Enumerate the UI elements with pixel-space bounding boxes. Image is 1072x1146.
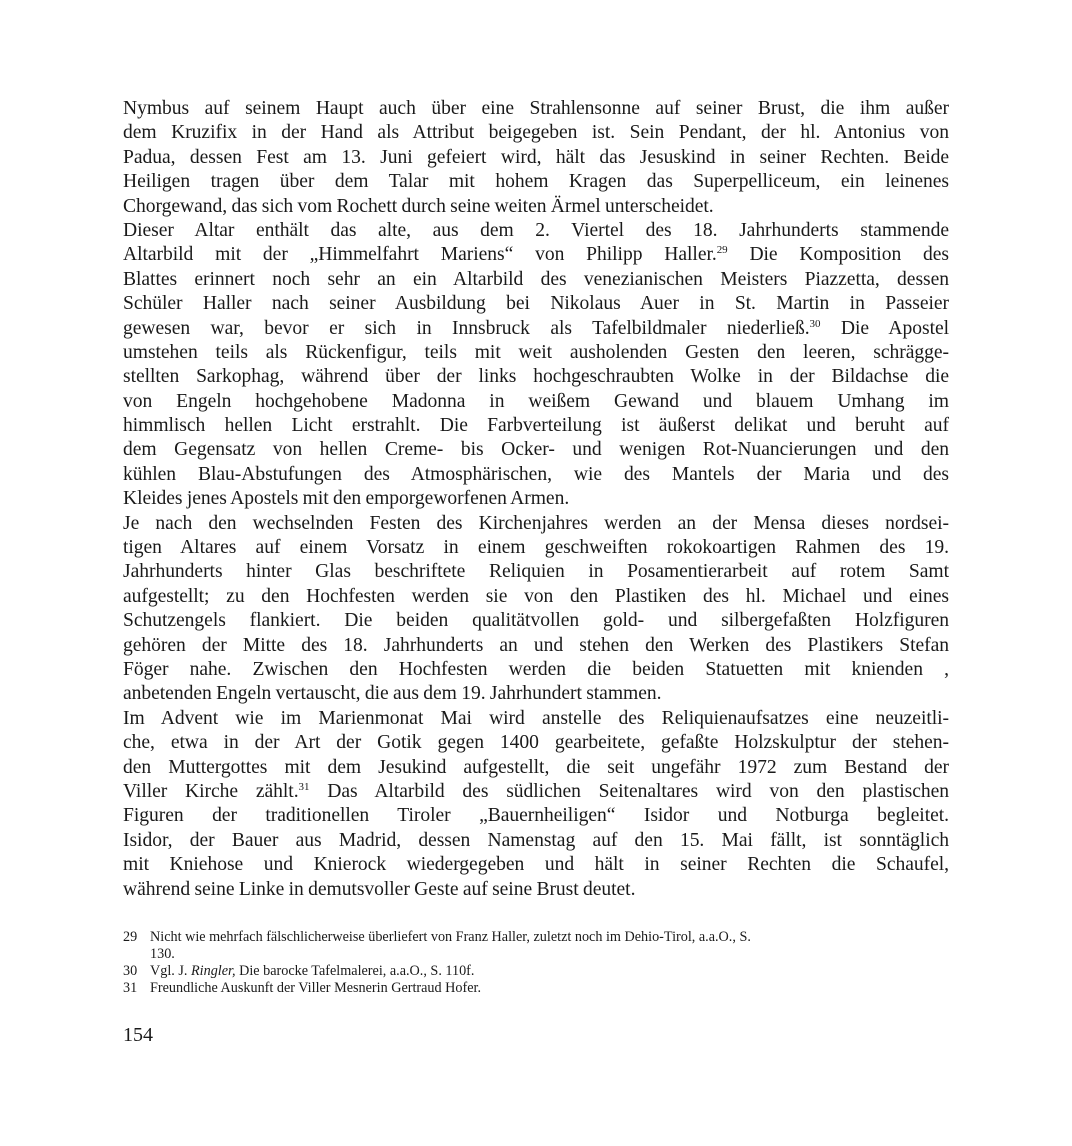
text-line: mit Kniehose und Knierock wiedergegeben und hält in seiner Rechten die Schaufel, xyxy=(123,854,949,876)
footnote-29 xyxy=(123,929,949,946)
footnote-text: Nicht wie mehrfach fälschlicherweise überliefert von Franz Haller, zuletzt noch im Dehio-Tirol, a.a.O., S. xyxy=(150,929,751,945)
footnote-reference-31[interactable]: 31 xyxy=(298,780,310,793)
text-line xyxy=(123,317,949,341)
text-segment: Die Komposition des xyxy=(727,244,949,266)
text-line: Chorgewand, das sich vom Rochett durch seine weiten Ärmel unterscheidet. xyxy=(123,195,714,217)
footnote-author: Ringler, xyxy=(191,963,236,979)
document-page xyxy=(123,0,949,1146)
footnote-29-continuation: 130. xyxy=(150,946,175,962)
text-line: himmlisch hellen Licht erstrahlt. Die Farbverteilung ist äußerst delikat und beruht auf xyxy=(123,415,949,437)
footnote-text: Freundliche Auskunft der Viller Mesnerin Gertraud Hofer. xyxy=(150,980,482,996)
text-line: Föger nahe. Zwischen den Hochfesten werden die beiden Statuetten mit knienden , xyxy=(123,658,949,680)
text-line xyxy=(123,780,949,804)
text-line: während seine Linke in demutsvoller Geste auf seine Brust deutet. xyxy=(123,878,636,900)
text-line: tigen Altares auf einem Vorsatz in einem geschweiften rokokoartigen Rahmen des 19. xyxy=(123,537,949,559)
footnote-number: 31 xyxy=(123,980,138,996)
footnote-30 xyxy=(123,963,949,980)
footnotes xyxy=(123,929,949,997)
text-line xyxy=(123,243,949,267)
text-line: aufgestellt; zu den Hochfesten werden sie von den Plastiken des hl. Michael und eines xyxy=(123,585,949,607)
text-line: dem Kruzifix in der Hand als Attribut beigegeben ist. Sein Pendant, der hl. Antonius von xyxy=(123,122,949,144)
text-line: Jahrhunderts hinter Glas beschriftete Reliquien in Posamentierarbeit auf rotem Samt xyxy=(123,561,949,583)
text-segment: Altarbild mit der „Himmelfahrt Mariens“ von Philipp Haller. xyxy=(123,244,717,266)
body-text xyxy=(123,97,949,902)
text-line: Schutzengels flankiert. Die beiden qualitätvollen gold- und silbergefaßten Holzfiguren xyxy=(123,610,949,632)
page-number: 154 xyxy=(123,1024,153,1046)
footnote-text: Die barocke Tafelmalerei, a.a.O., S. 110f. xyxy=(235,963,475,979)
paragraph-4 xyxy=(123,707,949,902)
text-line: Nymbus auf seinem Haupt auch über eine Strahlensonne auf seiner Brust, die ihm außer xyxy=(123,98,949,119)
text-segment: Das Altarbild des südlichen Seitenaltares wird von den plastischen xyxy=(309,780,949,802)
text-line: Blattes erinnert noch sehr an ein Altarbild des venezianischen Meisters Piazzetta, dessen xyxy=(123,268,949,290)
text-line: Heiligen tragen über dem Talar mit hohem Kragen das Superpelliceum, ein leinenes xyxy=(123,171,949,193)
footnote-text: Vgl. J. xyxy=(150,963,191,979)
footnote-reference-30[interactable]: 30 xyxy=(809,317,821,330)
text-line: gehören der Mitte des 18. Jahrhunderts an und stehen den Werken des Plastikers Stefan xyxy=(123,634,949,656)
text-line: Kleides jenes Apostels mit den emporgeworfenen Armen. xyxy=(123,488,570,510)
paragraph-2 xyxy=(123,219,949,512)
text-line: Padua, dessen Fest am 13. Juni gefeiert wird, hält das Jesuskind in seiner Rechten. Beide xyxy=(123,146,949,168)
text-segment: Die Apostel xyxy=(820,317,949,339)
text-line: Im Advent wie im Marienmonat Mai wird anstelle des Reliquienaufsatzes eine neuzeitli- xyxy=(123,707,949,729)
text-line: stellten Sarkophag, während über der links hochgeschraubten Wolke in der Bildachse die xyxy=(123,366,949,388)
text-line: von Engeln hochgehobene Madonna in weißem Gewand und blauem Umhang im xyxy=(123,390,949,412)
text-line: umstehen teils als Rückenfigur, teils mit weit ausholenden Gesten den leeren, schrägge- xyxy=(123,341,949,363)
text-segment: Viller Kirche zählt. xyxy=(123,780,299,802)
text-line: Figuren der traditionellen Tiroler „Bauernheiligen“ Isidor und Notburga begleitet. xyxy=(123,805,949,827)
footnote-reference-29[interactable]: 29 xyxy=(716,244,728,257)
footnote-number: 30 xyxy=(123,963,138,979)
text-line: den Muttergottes mit dem Jesukind aufgestellt, die seit ungefähr 1972 zum Bestand der xyxy=(123,756,949,778)
footnote-31 xyxy=(123,980,949,997)
text-line: kühlen Blau-Abstufungen des Atmosphärischen, wie des Mantels der Maria und des xyxy=(123,463,949,485)
text-line: Dieser Altar enthält das alte, aus dem 2. Viertel des 18. Jahrhunderts stammende xyxy=(123,219,949,241)
text-line: anbetenden Engeln vertauscht, die aus dem 19. Jahrhundert stammen. xyxy=(123,683,662,705)
paragraph-1 xyxy=(123,97,949,219)
footnote-number: 29 xyxy=(123,929,138,945)
text-line: Schüler Haller nach seiner Ausbildung bei Nikolaus Auer in St. Martin in Passeier xyxy=(123,293,949,315)
text-segment: gewesen war, bevor er sich in Innsbruck als Tafelbildmaler niederließ. xyxy=(123,317,810,339)
text-line: Je nach den wechselnden Festen des Kirchenjahres werden an der Mensa dieses nordsei- xyxy=(123,512,949,534)
text-line: che, etwa in der Art der Gotik gegen 1400 gearbeitete, gefaßte Holzskulptur der stehen- xyxy=(123,732,949,754)
text-line: dem Gegensatz von hellen Creme- bis Ocker- und wenigen Rot-Nuancierungen und den xyxy=(123,439,949,461)
text-line: Isidor, der Bauer aus Madrid, dessen Namenstag auf den 15. Mai fällt, ist sonntäglich xyxy=(123,829,949,851)
paragraph-3 xyxy=(123,512,949,707)
